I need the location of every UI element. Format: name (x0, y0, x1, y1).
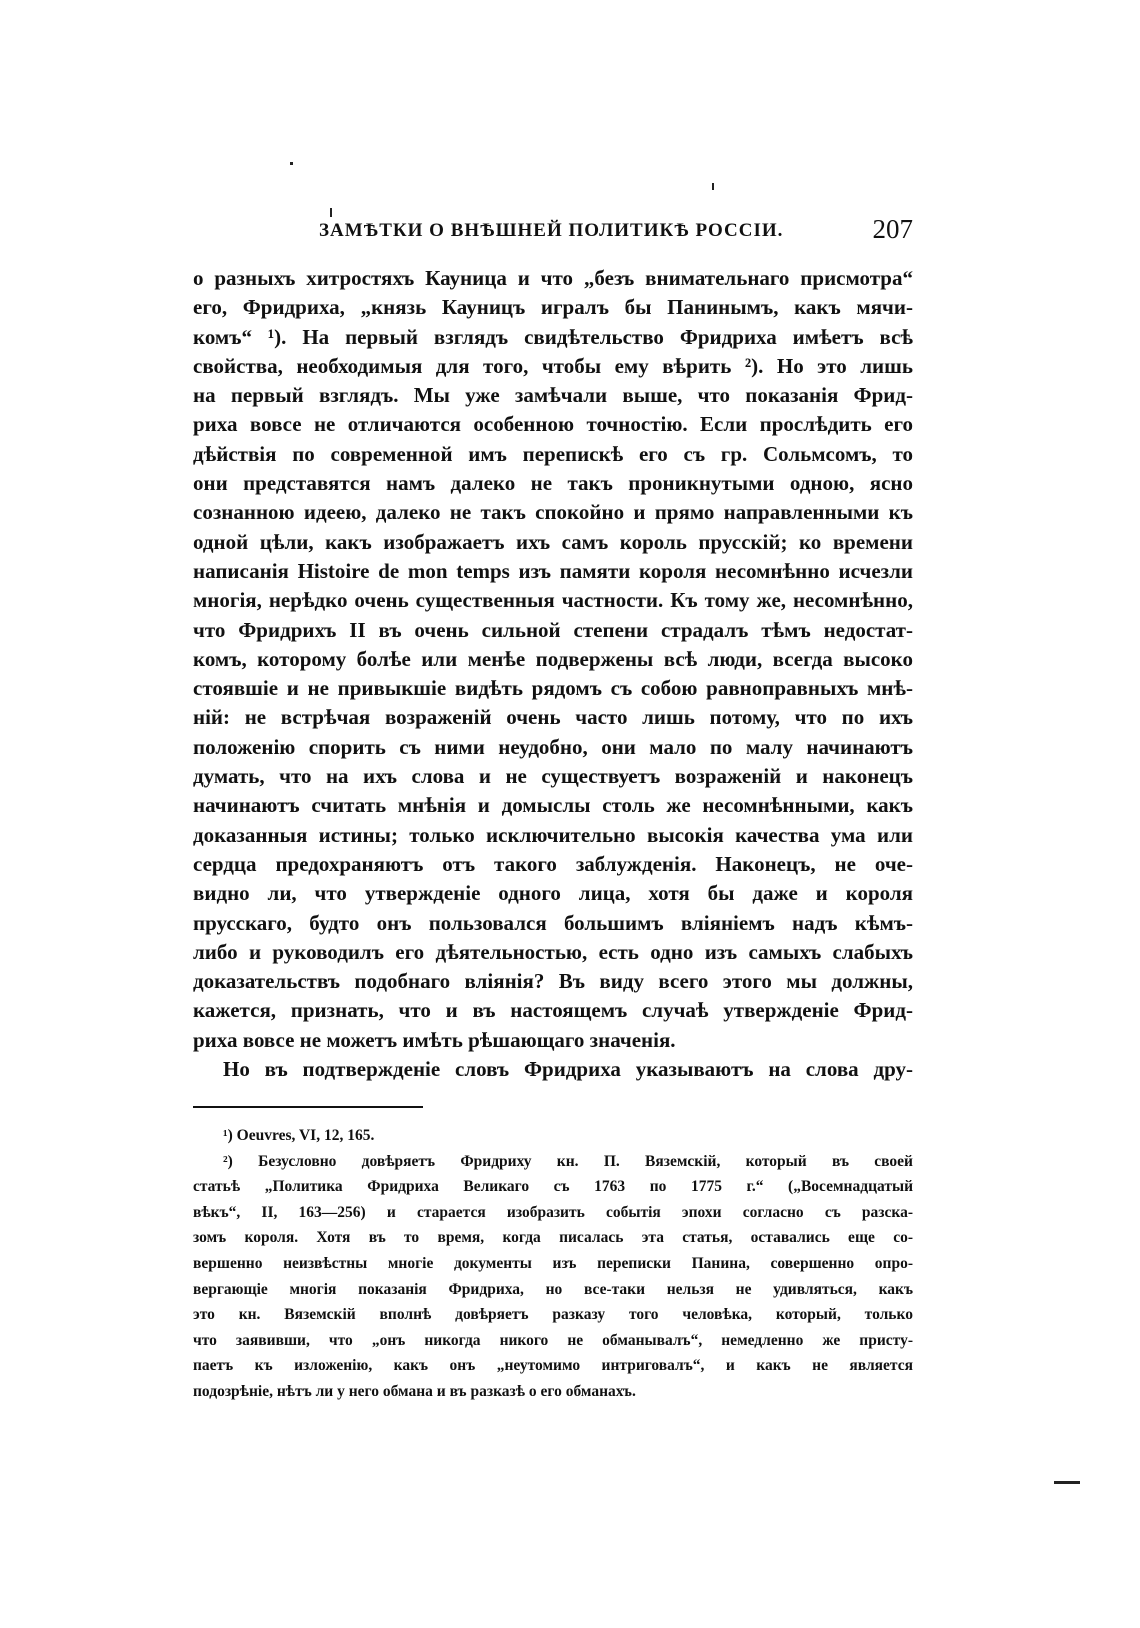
text-line: думать, что на ихъ слова и не существуетъ возраженій и наконецъ (193, 764, 913, 789)
text-line: дѣйствія по современной имъ перепискѣ его съ гр. Сольмсомъ, то (193, 441, 913, 466)
scan-mark (1054, 1481, 1080, 1484)
footnote-2-line: вершенно неизвѣстны многіе документы изъ переписки Панина, совершенно опро- (193, 1254, 913, 1272)
footnote-2-line: это кн. Вяземскій вполнѣ довѣряетъ разказу того человѣка, который, только (193, 1306, 913, 1324)
footnote-2-line: подозрѣніе, нѣтъ ли у него обмана и въ разказѣ о его обманахъ. (193, 1382, 636, 1400)
text-line: Но въ подтвержденіе словъ Фридриха указываютъ на слова дру- (223, 1057, 913, 1082)
footnote-separator (193, 1106, 423, 1108)
text-line: комъ“ ¹). На первый взглядъ свидѣтельство Фридриха имѣетъ всѣ (193, 324, 913, 349)
footnote-2-line: вергающіе многія показанія Фридриха, но все-таки нельзя не удивляться, какъ (193, 1280, 913, 1298)
footnote-2-line: ²) Безусловно довѣряетъ Фридриху кн. П. Вяземскій, который въ своей (223, 1152, 913, 1170)
text-line: сознанною идеею, далеко не такъ спокойно и прямо направленными къ (193, 500, 913, 525)
text-line: начинаютъ считать мнѣнія и домыслы столь же несомнѣнными, какъ (193, 793, 913, 818)
text-line: многія, нерѣдко очень существенныя частности. Къ тому же, несомнѣнно, (193, 588, 913, 613)
text-line: написанія Histoire de mon temps изъ памяти короля несомнѣнно исчезли (193, 558, 913, 583)
text-line: положенію спорить съ ними неудобно, они мало по малу начинаютъ (193, 734, 913, 759)
text-line: прусскаго, будто онъ пользовался большимъ вліяніемъ надъ кѣмъ- (193, 910, 913, 935)
main-text (193, 264, 913, 1084)
running-title: ЗАМѢТКИ О ВНѢШНЕЙ ПОЛИТИКѢ РОССІИ. (319, 220, 784, 241)
scan-mark (712, 183, 714, 190)
footnote-1: ¹) Oeuvres, VI, 12, 165. (223, 1127, 375, 1144)
text-line: риха вовсе не можетъ имѣть рѣшающаго значенія. (193, 1027, 676, 1052)
text-line: его, Фридриха, „князь Кауницъ игралъ бы Панинымъ, какъ мячи- (193, 295, 913, 320)
footnotes (193, 1123, 913, 1405)
page-number: 207 (872, 214, 913, 244)
footnote-2-line: паетъ къ изложенію, какъ онъ „неутомимо интриговалъ“, и какъ не является (193, 1357, 913, 1375)
footnote-2-line: зомъ короля. Хотя въ то время, когда писалась эта статья, оставались еще со- (193, 1229, 913, 1247)
text-line: свойства, необходимыя для того, чтобы ему вѣрить ²). Но это лишь (193, 353, 913, 378)
text-line: видно ли, что утвержденіе одного лица, хотя бы даже и короля (193, 881, 913, 906)
text-line: доказательствъ подобнаго вліянія? Въ виду всего этого мы должны, (193, 969, 913, 994)
text-line: одной цѣли, какъ изображаетъ ихъ самъ король прусскій; ко времени (193, 529, 913, 554)
scan-mark (290, 162, 293, 165)
page-header (193, 214, 913, 254)
text-line: комъ, которому болѣе или менѣе подвержены всѣ люди, всегда высоко (193, 646, 913, 671)
text-line: на первый взглядъ. Мы уже замѣчали выше, что показанія Фрид- (193, 383, 913, 408)
text-line: стоявшіе и не привыкшіе видѣть рядомъ съ собою равноправныхъ мнѣ- (193, 676, 913, 701)
footnote-2-line: что заявивши, что „онъ никогда никого не обманывалъ“, немедленно же присту- (193, 1331, 913, 1349)
text-line: они представятся намъ далеко не такъ проникнутыми одною, ясно (193, 471, 913, 496)
text-line: кажется, признать, что и въ настоящемъ случаѣ утвержденіе Фрид- (193, 998, 913, 1023)
footnote-2-line: статьѣ „Политика Фридриха Великаго съ 1763 по 1775 г.“ („Восемнадцатый (193, 1178, 913, 1196)
text-line: сердца предохраняютъ отъ такого заблужденія. Наконецъ, не оче- (193, 851, 913, 876)
text-line: что Фридрихъ II въ очень сильной степени страдалъ тѣмъ недостат- (193, 617, 913, 642)
text-line: риха вовсе не отличаются особенною точностію. Если прослѣдить его (193, 412, 913, 437)
text-line: ній: не встрѣчая возраженій очень часто лишь потому, что по ихъ (193, 705, 913, 730)
text-line: либо и руководилъ его дѣятельностью, есть одно изъ самыхъ слабыхъ (193, 939, 913, 964)
text-line: доказанныя истины; только исключительно высокія качества ума или (193, 822, 913, 847)
text-line: о разныхъ хитростяхъ Кауница и что „безъ внимательнаго присмотра“ (193, 266, 913, 290)
footnote-2-line: вѣкъ“, II, 163—256) и старается изобразить событія эпохи согласно съ разска- (193, 1203, 913, 1221)
